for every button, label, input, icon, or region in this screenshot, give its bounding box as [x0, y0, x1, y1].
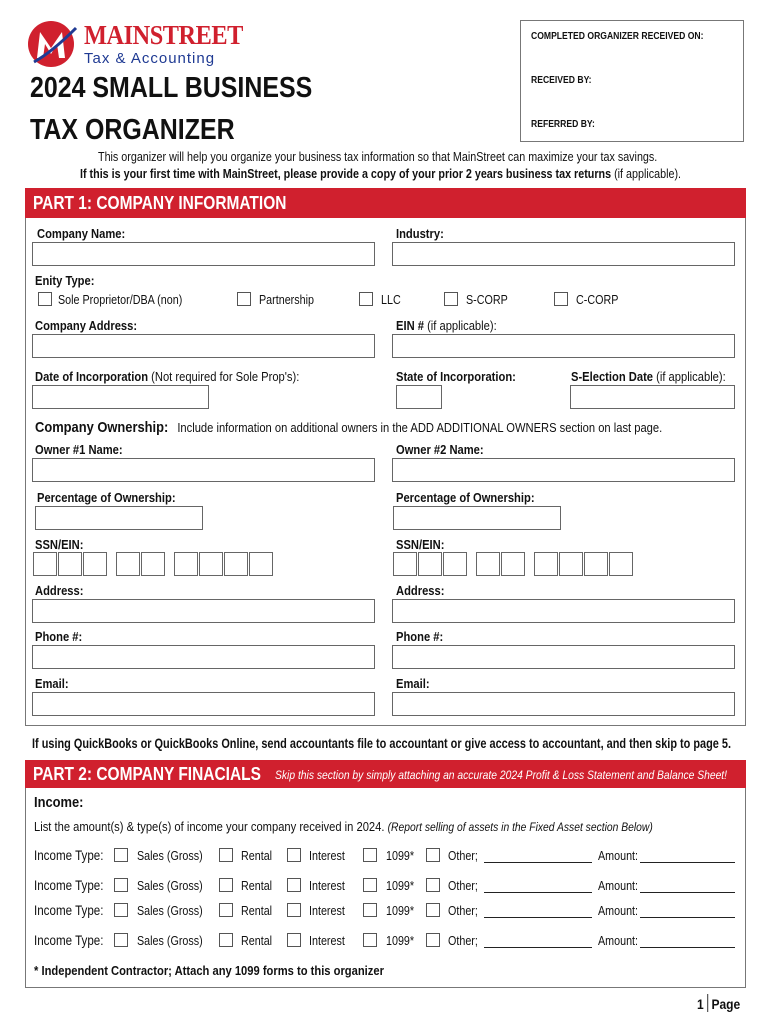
sole-proprietor-label: Sole Proprietor/DBA (non): [58, 293, 183, 307]
llc-checkbox[interactable]: [359, 292, 373, 306]
owner2-ssn-digit[interactable]: [476, 552, 500, 576]
part1-header-bar: [25, 188, 746, 218]
ein-note: (if applicable):: [427, 318, 497, 333]
referred-by-label: REFERRED BY:: [531, 119, 595, 130]
amount-line[interactable]: [640, 917, 735, 918]
brand-tagline: Tax & Accounting: [84, 50, 216, 67]
industry-field[interactable]: [392, 242, 735, 266]
c-corp-checkbox[interactable]: [554, 292, 568, 306]
owner1-ssn-digit[interactable]: [224, 552, 248, 576]
other-checkbox[interactable]: [426, 933, 440, 947]
doi-note: (Not required for Sole Prop's):: [151, 369, 300, 384]
owner2-email-label: Email:: [396, 676, 430, 691]
partnership-label: Partnership: [259, 293, 314, 307]
state-of-incorporation-label: State of Incorporation:: [396, 369, 516, 384]
other-description-line[interactable]: [484, 947, 592, 948]
ein-label: [396, 318, 497, 333]
intro-line2-bold: If this is your first time with MainStreet, please provide a copy of your prior 2 years business tax returns: [80, 167, 612, 181]
owner1-ssn-digit[interactable]: [83, 552, 107, 576]
date-of-incorporation-field[interactable]: [32, 385, 209, 409]
industry-label: Industry:: [396, 226, 444, 241]
page-title-line2: TAX ORGANIZER: [30, 114, 235, 146]
owner2-ssn-digit[interactable]: [584, 552, 608, 576]
company-name-field[interactable]: [32, 242, 375, 266]
date-of-incorporation-label: [35, 369, 299, 384]
1099-checkbox[interactable]: [363, 903, 377, 917]
interest-checkbox[interactable]: [287, 933, 301, 947]
1099-label: 1099*: [386, 849, 415, 863]
owner1-percentage-field[interactable]: [35, 506, 203, 530]
part2-header: PART 2: COMPANY FINACIALS: [33, 764, 261, 784]
rental-checkbox[interactable]: [219, 848, 233, 862]
part2-header-bar: [25, 760, 746, 788]
owner2-address-label: Address:: [396, 583, 445, 598]
company-name-label: Company Name:: [37, 226, 126, 241]
rental-label: Rental: [241, 934, 273, 948]
owner1-email-label: Email:: [35, 676, 69, 691]
owner1-email-field[interactable]: [32, 692, 375, 716]
other-label: Other;: [448, 849, 478, 863]
state-of-incorporation-field[interactable]: [396, 385, 442, 409]
page-number: [697, 994, 740, 1012]
part2-section: [25, 760, 746, 988]
amount-label: Amount:: [598, 934, 639, 948]
sales-gross-label: Sales (Gross): [137, 904, 203, 918]
s-election-note: (if applicable):: [656, 369, 726, 384]
sales-gross-checkbox[interactable]: [114, 903, 128, 917]
income-row: [0, 848, 770, 866]
owner2-phone-label: Phone #:: [396, 629, 444, 644]
amount-label: Amount:: [598, 849, 639, 863]
ein-label-text: EIN #: [396, 318, 424, 333]
owner2-phone-field[interactable]: [392, 645, 735, 669]
owner1-ssn-digit[interactable]: [199, 552, 223, 576]
owner2-ssn-digit[interactable]: [534, 552, 558, 576]
company-ownership-title: Company Ownership:: [35, 419, 169, 436]
owner2-ssn-digit[interactable]: [559, 552, 583, 576]
owner1-ssn-digit[interactable]: [174, 552, 198, 576]
s-corp-label: S-CORP: [466, 293, 508, 307]
page-number-divider: [707, 994, 708, 1012]
owner2-percentage-field[interactable]: [393, 506, 561, 530]
other-label: Other;: [448, 879, 478, 893]
company-address-field[interactable]: [32, 334, 375, 358]
1099-checkbox[interactable]: [363, 933, 377, 947]
part2-header-note: Skip this section by simply attaching an accurate 2024 Profit & Loss Statement and Balance Sheet!: [275, 768, 728, 782]
sales-gross-checkbox[interactable]: [114, 848, 128, 862]
income-title: Income:: [34, 794, 84, 811]
s-election-label-text: S-Election Date: [571, 369, 654, 384]
owner2-address-field[interactable]: [392, 599, 735, 623]
company-address-label: Company Address:: [35, 318, 138, 333]
sales-gross-label: Sales (Gross): [137, 934, 203, 948]
intro-line1: This organizer will help you organize your business tax information so that MainStreet can maximize your tax savings.: [98, 150, 658, 164]
rental-label: Rental: [241, 849, 273, 863]
company-ownership: [35, 419, 662, 437]
page-number-value: 1: [697, 996, 704, 1012]
other-checkbox[interactable]: [426, 903, 440, 917]
owner1-percentage-label: Percentage of Ownership:: [37, 490, 176, 505]
owner2-ssn-label: SSN/EIN:: [396, 537, 445, 552]
brand-name: MAINSTREET: [84, 20, 243, 50]
logo: [26, 18, 256, 68]
sole-proprietor-checkbox[interactable]: [38, 292, 52, 306]
interest-label: Interest: [309, 934, 345, 948]
owner2-ssn-digit[interactable]: [609, 552, 633, 576]
1099-label: 1099*: [386, 904, 415, 918]
office-use-box: [520, 20, 744, 142]
other-label: Other;: [448, 934, 478, 948]
owner2-name-label: Owner #2 Name:: [396, 442, 484, 457]
owner2-ssn-digit[interactable]: [443, 552, 467, 576]
completed-received-label: COMPLETED ORGANIZER RECEIVED ON:: [531, 31, 704, 42]
owner1-name-label: Owner #1 Name:: [35, 442, 123, 457]
sales-gross-label: Sales (Gross): [137, 849, 203, 863]
owner2-name-field[interactable]: [392, 458, 735, 482]
quickbooks-note: If using QuickBooks or QuickBooks Online, send accountants file to accountant or give access to accountant, and then skip to page 5.: [32, 735, 732, 751]
part1-header: PART 1: COMPANY INFORMATION: [33, 193, 287, 213]
amount-line[interactable]: [640, 947, 735, 948]
llc-label: LLC: [381, 293, 401, 307]
owner2-ssn-digit[interactable]: [418, 552, 442, 576]
owner1-ssn-digit[interactable]: [58, 552, 82, 576]
amount-line[interactable]: [640, 892, 735, 893]
other-label: Other;: [448, 904, 478, 918]
owner1-address-label: Address:: [35, 583, 84, 598]
income-row: [0, 878, 770, 896]
received-by-label: RECEIVED BY:: [531, 75, 592, 86]
interest-checkbox[interactable]: [287, 848, 301, 862]
1099-label: 1099*: [386, 879, 415, 893]
income-row: [0, 903, 770, 921]
amount-label: Amount:: [598, 904, 639, 918]
rental-checkbox[interactable]: [219, 878, 233, 892]
intro-line2: [80, 167, 681, 181]
s-corp-checkbox[interactable]: [444, 292, 458, 306]
page-number-label: Page: [711, 996, 741, 1012]
mainstreet-logo-icon: [26, 18, 80, 70]
owner2-email-field[interactable]: [392, 692, 735, 716]
owner1-name-field[interactable]: [32, 458, 375, 482]
page-title-line1: 2024 SMALL BUSINESS: [30, 72, 313, 104]
other-checkbox[interactable]: [426, 848, 440, 862]
company-ownership-note: Include information on additional owners in the ADD ADDITIONAL OWNERS section on last page.: [177, 420, 663, 435]
other-description-line[interactable]: [484, 862, 592, 863]
owner1-ssn-digit[interactable]: [249, 552, 273, 576]
ein-field[interactable]: [392, 334, 735, 358]
income-row: [0, 933, 770, 951]
doi-label-text: Date of Incorporation: [35, 369, 149, 384]
interest-checkbox[interactable]: [287, 903, 301, 917]
rental-checkbox[interactable]: [219, 933, 233, 947]
income-intro-note: (Report selling of assets in the Fixed Asset section Below): [387, 820, 653, 834]
owner1-ssn-digit[interactable]: [141, 552, 165, 576]
sales-gross-label: Sales (Gross): [137, 879, 203, 893]
income-type-label: Income Type:: [34, 903, 104, 918]
owner1-ssn-label: SSN/EIN:: [35, 537, 84, 552]
1099-checkbox[interactable]: [363, 848, 377, 862]
interest-label: Interest: [309, 849, 345, 863]
interest-label: Interest: [309, 904, 345, 918]
income-type-label: Income Type:: [34, 878, 104, 893]
1099-label: 1099*: [386, 934, 415, 948]
income-intro-text: List the amount(s) & type(s) of income your company received in 2024.: [34, 819, 385, 834]
owner1-phone-label: Phone #:: [35, 629, 83, 644]
interest-checkbox[interactable]: [287, 878, 301, 892]
other-checkbox[interactable]: [426, 878, 440, 892]
other-description-line[interactable]: [484, 892, 592, 893]
owner2-ssn-digit[interactable]: [501, 552, 525, 576]
owner2-percentage-label: Percentage of Ownership:: [396, 490, 535, 505]
intro-line2-tail: (if applicable).: [614, 167, 682, 181]
amount-label: Amount:: [598, 879, 639, 893]
rental-label: Rental: [241, 879, 273, 893]
rental-label: Rental: [241, 904, 273, 918]
independent-contractor-footnote: * Independent Contractor; Attach any 1099 forms to this organizer: [34, 963, 384, 978]
owner1-ssn-digit[interactable]: [116, 552, 140, 576]
amount-line[interactable]: [640, 862, 735, 863]
other-description-line[interactable]: [484, 917, 592, 918]
partnership-checkbox[interactable]: [237, 292, 251, 306]
owner1-phone-field[interactable]: [32, 645, 375, 669]
owner2-ssn-digit[interactable]: [393, 552, 417, 576]
income-type-label: Income Type:: [34, 848, 104, 863]
owner1-address-field[interactable]: [32, 599, 375, 623]
c-corp-label: C-CORP: [576, 293, 619, 307]
sales-gross-checkbox[interactable]: [114, 933, 128, 947]
sales-gross-checkbox[interactable]: [114, 878, 128, 892]
s-election-date-label: [571, 369, 726, 384]
income-type-label: Income Type:: [34, 933, 104, 948]
s-election-date-field[interactable]: [570, 385, 735, 409]
income-intro: [34, 819, 653, 834]
interest-label: Interest: [309, 879, 345, 893]
owner1-ssn-digit[interactable]: [33, 552, 57, 576]
1099-checkbox[interactable]: [363, 878, 377, 892]
entity-type-label: Enity Type:: [35, 273, 95, 288]
rental-checkbox[interactable]: [219, 903, 233, 917]
